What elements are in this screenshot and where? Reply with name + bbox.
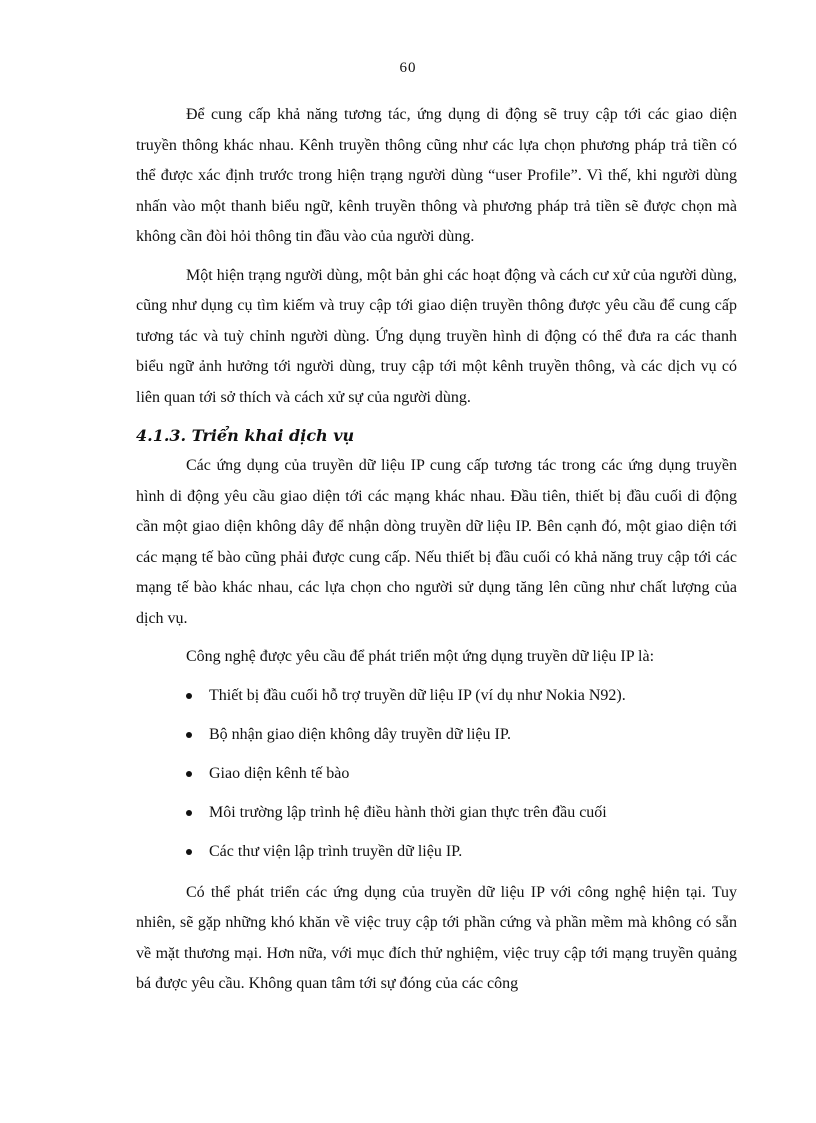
- paragraph-technology-intro: Công nghệ được yêu cầu để phát triển một ứng dụng truyền dữ liệu IP là:: [186, 648, 655, 665]
- paragraph-deployment: Các ứng dụng của truyền dữ liệu IP cung cấp tương tác trong các ứng dụng truyền hình di động yêu cầu giao diện tới các mạng khác nhau. Đầu tiên, thiết bị đầu cuối di động cần một giao diện không dây để nhận dòng truyền dữ liệu IP. Bên cạnh đó, một giao diện tới các mạng tế bào cũng phải được cung cấp. Nếu thiết bị đầu cuối có khả năng truy cập tới các mạng tế bào khác nhau, các lựa chọn cho người sử dụng tăng lên cũng như chất lượng của dịch vụ.: [136, 457, 737, 627]
- technology-list: [136, 683, 737, 865]
- bullet-icon: [186, 810, 192, 816]
- list-item: [136, 722, 737, 748]
- paragraph-interactivity: Để cung cấp khả năng tương tác, ứng dụng di động sẽ truy cập tới các giao diện truyền thông khác nhau. Kênh truyền thông cũng như các lựa chọn phương pháp trả tiền có thể được xác định trước trong hiện trạng người dùng “user Profile”. Vì thế, khi người dùng nhấn vào một thanh biểu ngữ, kênh truyền thông và phương pháp trả tiền sẽ được chọn mà không cần đòi hỏi thông tin đầu vào của người dùng.: [136, 106, 737, 245]
- paragraph-user-profile: Một hiện trạng người dùng, một bản ghi các hoạt động và cách cư xử của người dùng, cũng như dụng cụ tìm kiếm và truy cập tới giao diện truyền thông được yêu cầu để cung cấp tương tác và tuỳ chỉnh người dùng. Ứng dụng truyền hình di động có thể đưa ra các thanh biểu ngữ ảnh hưởng tới người dùng, truy cập tới một kênh truyền thông, và các dịch vụ có liên quan tới sở thích và cách xử sự của người dùng.: [136, 266, 737, 406]
- page-number: 60: [399, 60, 417, 76]
- list-item-text: Giao diện kênh tế bào: [209, 764, 350, 782]
- section-heading: 4.1.3. Triển khai dịch vụ: [136, 426, 355, 445]
- bullet-icon: [186, 771, 192, 777]
- paragraph-conclusion: Có thể phát triển các ứng dụng của truyền dữ liệu IP với công nghệ hiện tại. Tuy nhiên, sẽ gặp những khó khăn về việc truy cập tới phần cứng và phần mềm mà không có sẵn về mặt thương mại. Hơn nữa, với mục đích thử nghiệm, việc truy cập tới mạng truyền quảng bá được yêu cầu. Không quan tâm tới sự đóng của các công: [136, 883, 737, 992]
- bullet-icon: [186, 693, 192, 699]
- list-item: [136, 839, 737, 865]
- list-item-text: Các thư viện lập trình truyền dữ liệu IP.: [209, 842, 463, 860]
- body-text: [136, 100, 737, 1000]
- list-item-text: Môi trường lập trình hệ điều hành thời gian thực trên đầu cuối: [209, 803, 607, 821]
- list-item-text: Thiết bị đầu cuối hỗ trợ truyền dữ liệu IP (ví dụ như Nokia N92).: [209, 686, 626, 704]
- list-item: [136, 683, 737, 709]
- bullet-icon: [186, 849, 192, 855]
- list-item: [136, 800, 737, 826]
- bullet-icon: [186, 732, 192, 738]
- list-item-text: Bộ nhận giao diện không dây truyền dữ liệu IP.: [209, 725, 511, 743]
- list-item: [136, 761, 737, 787]
